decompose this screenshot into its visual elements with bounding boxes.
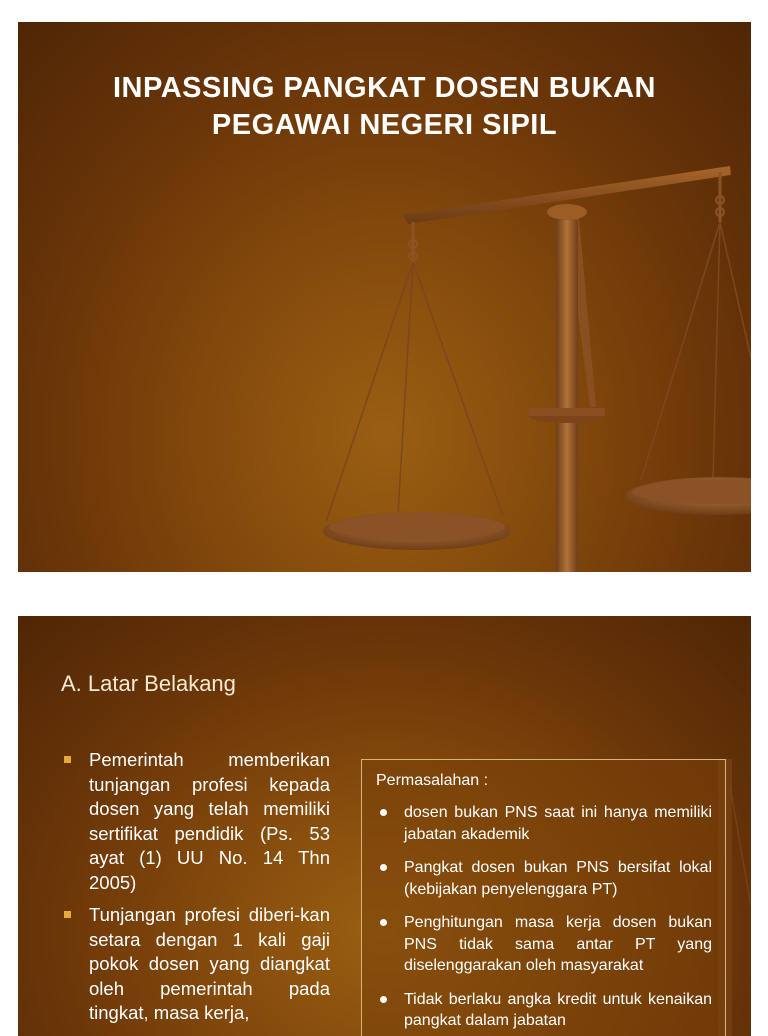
list-item: [60, 748, 330, 895]
list-item: [376, 802, 712, 845]
list-item: [376, 989, 712, 1032]
list-item: [376, 857, 712, 900]
section-heading: A. Latar Belakang: [61, 671, 236, 696]
title-slide: [18, 22, 751, 572]
round-bullet-icon: [380, 996, 387, 1003]
item-text: Penghitungan masa kerja dosen bukan PNS tidak sama antar PT yang diselenggarakan oleh masyarakat: [404, 914, 712, 974]
round-bullet-icon: [380, 809, 387, 816]
round-bullet-icon: [380, 919, 387, 926]
list-item: [376, 912, 712, 977]
panel-title: Permasalahan :: [376, 772, 489, 789]
title-line-2: PEGAWAI NEGERI SIPIL: [211, 109, 558, 141]
square-bullet-icon: [64, 911, 71, 918]
problems-panel: [361, 759, 726, 1036]
round-bullet-icon: [380, 864, 387, 871]
square-bullet-icon: [64, 756, 71, 763]
background-slide: [18, 616, 751, 1036]
item-text: Pangkat dosen bukan PNS bersifat lokal (kebijakan penyelenggara PT): [404, 859, 712, 898]
problems-list: [376, 802, 712, 1036]
bullet-text: Tunjangan profesi diberi-kan setara dengan 1 kali gaji pokok dosen yang diangkat oleh pemerintah pada tingkat, masa kerja,: [89, 904, 330, 1023]
item-text: Tidak berlaku angka kredit untuk kenaikan pangkat dalam jabatan: [404, 990, 712, 1029]
title-line-1: INPASSING PANGKAT DOSEN BUKAN: [113, 72, 656, 104]
list-item: [60, 903, 330, 1026]
bullet-text: Pemerintah memberikan tunjangan profesi kepada dosen yang telah memiliki sertifikat pendidik (Ps. 53 ayat (1) UU No. 14 Thn 2005): [89, 749, 330, 893]
slide-title: [58, 70, 711, 144]
item-text: dosen bukan PNS saat ini hanya memiliki jabatan akademik: [404, 804, 712, 843]
background-bullet-list: [60, 748, 330, 1034]
